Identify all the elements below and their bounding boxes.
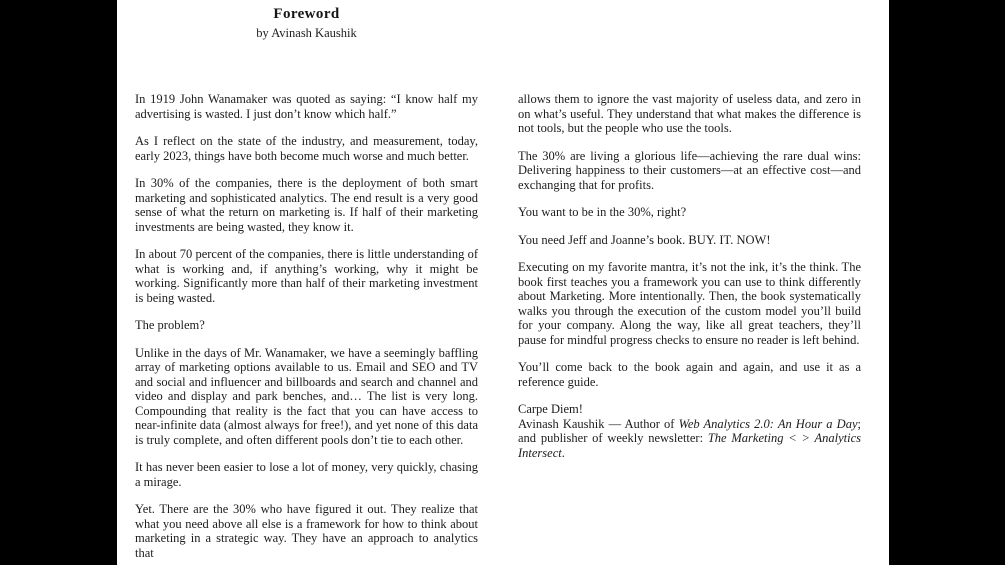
- paragraph: It has never been easier to lose a lot of money, very quickly, chasing a mirage.: [135, 460, 478, 489]
- credit-text: ; and publisher of weekly newsletter:: [518, 416, 861, 445]
- book-page: [117, 0, 889, 565]
- author-byline: by Avinash Kaushik: [256, 26, 357, 40]
- paragraph: Executing on my favorite mantra, it’s not the ink, it’s the think. The book first teaches you a framework you can use to think differently about Marketing. More intentionally. Then, the book systematically walks you through the execution of the custom model you’ll build for your company. Along the way, like all great teachers, they’ll pause for mindful progress checks to ensure no reader is left behind.: [518, 260, 861, 347]
- two-column-text: [117, 92, 889, 565]
- paragraph: The 30% are living a glorious life—achieving the rare dual wins: Delivering happiness to their customers—at an effective cost—and exchanging that for profits.: [518, 148, 861, 192]
- paragraph: Yet. There are the 30% who have figured it out. They realize that what you need above all else is a framework for how to think about marketing in a strategic way. They have an approach to analytics that: [135, 502, 478, 560]
- newsletter-title: The Marketing < > Analytics Intersect: [518, 431, 861, 460]
- paragraph: You need Jeff and Joanne’s book. BUY. IT. NOW!: [518, 232, 771, 247]
- credit-text: Avinash Kaushik — Author of: [518, 416, 679, 431]
- left-column: [135, 92, 478, 565]
- book-title: Web Analytics 2.0: An Hour a Day: [678, 416, 858, 431]
- paragraph: In 1919 John Wanamaker was quoted as saying: “I know half my advertising is wasted. I just don’t know which half.”: [135, 92, 478, 121]
- paragraph: allows them to ignore the vast majority of useless data, and zero in on what’s useful. They understand that what makes the difference is not tools, but the people who use the tools.: [518, 92, 861, 135]
- paragraph: In about 70 percent of the companies, there is little understanding of what is working and, if anything’s working, why it might be working. Significantly more than half of their marketing investment is being wasted.: [135, 247, 478, 305]
- foreword-title: Foreword: [273, 6, 340, 22]
- paragraph: You want to be in the 30%, right?: [518, 205, 687, 219]
- signature-block: [518, 402, 861, 460]
- credit-text: .: [561, 445, 565, 460]
- salutation: Carpe Diem!: [518, 402, 583, 416]
- author-credit: [518, 417, 861, 461]
- paragraph: The problem?: [135, 318, 205, 332]
- page-header: [135, 6, 478, 41]
- paragraph: Unlike in the days of Mr. Wanamaker, we have a seemingly baffling array of marketing options available to us. Email and SEO and TV and social and influencer and billboards and search and channel and video and display and park benches, and… The list is very long. Compounding that reality is the fact that you can have access to near-infinite data (almost always for free!), and yet none of this data is truly complete, and often different pools don’t tie to each other.: [135, 345, 478, 447]
- right-column: [518, 92, 861, 565]
- paragraph: In 30% of the companies, there is the deployment of both smart marketing and sophisticated analytics. The end result is a very good sense of what the return on marketing is. If half of their marketing investments are being wasted, they know it.: [135, 176, 478, 234]
- paragraph: You’ll come back to the book again and again, and use it as a reference guide.: [518, 360, 861, 389]
- paragraph: As I reflect on the state of the industry, and measurement, today, early 2023, things have both become much worse and much better.: [135, 134, 478, 163]
